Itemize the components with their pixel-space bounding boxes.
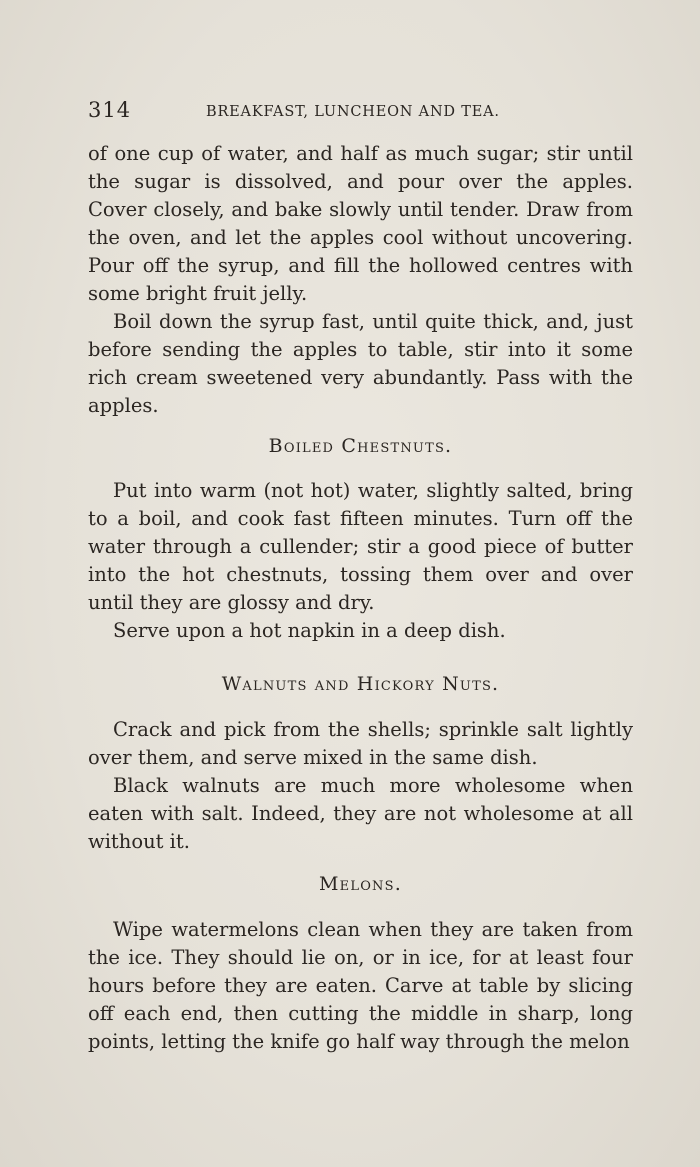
paragraph-chestnuts-serve: Serve upon a hot napkin in a deep dish. — [113, 619, 506, 642]
paragraph-apples-continued: of one cup of water, and half as much sugar; stir until the sugar is dissolved, and pour over the apples. Cover closely, and bake slowly until tender. Draw from the oven, and let the apples cool without uncovering. Pour off the syrup, and fill the hollowed centres with some bright fruit jelly. — [88, 142, 633, 305]
heading-melons: Melons. — [319, 873, 402, 895]
paragraph-nuts-method: Crack and pick from the shells; sprinkle salt lightly over them, and serve mixed in the same dish. — [88, 718, 633, 769]
page-number: 314 — [88, 98, 132, 122]
paragraph-syrup: Boil down the syrup fast, until quite thick, and, just before sending the apples to table, stir into it some rich cream sweetened very abundantly. Pass with the apples. — [88, 310, 633, 417]
heading-boiled-chestnuts: Boiled Chestnuts. — [268, 435, 453, 457]
heading-walnuts-hickory: Walnuts and Hickory Nuts. — [221, 673, 500, 695]
paragraph-melons: Wipe watermelons clean when they are taken from the ice. They should lie on, or in ice, for at least four hours before they are eaten. Carve at table by slicing off each end, then cutting the middle in sharp, long points, letting the knife go half way through the melon — [88, 918, 633, 1053]
paragraph-black-walnuts: Black walnuts are much more wholesome when eaten with salt. Indeed, they are not wholesome at all without it. — [88, 774, 633, 853]
running-head: BREAKFAST, LUNCHEON AND TEA. — [206, 104, 500, 120]
page-body — [88, 140, 633, 1056]
page-header — [88, 98, 633, 128]
paragraph-chestnuts-method: Put into warm (not hot) water, slightly salted, bring to a boil, and cook fast fifteen minutes. Turn off the water through a cullender; stir a good piece of butter into the hot chestnuts, tossing them over and over until they are glossy and dry. — [88, 479, 633, 614]
